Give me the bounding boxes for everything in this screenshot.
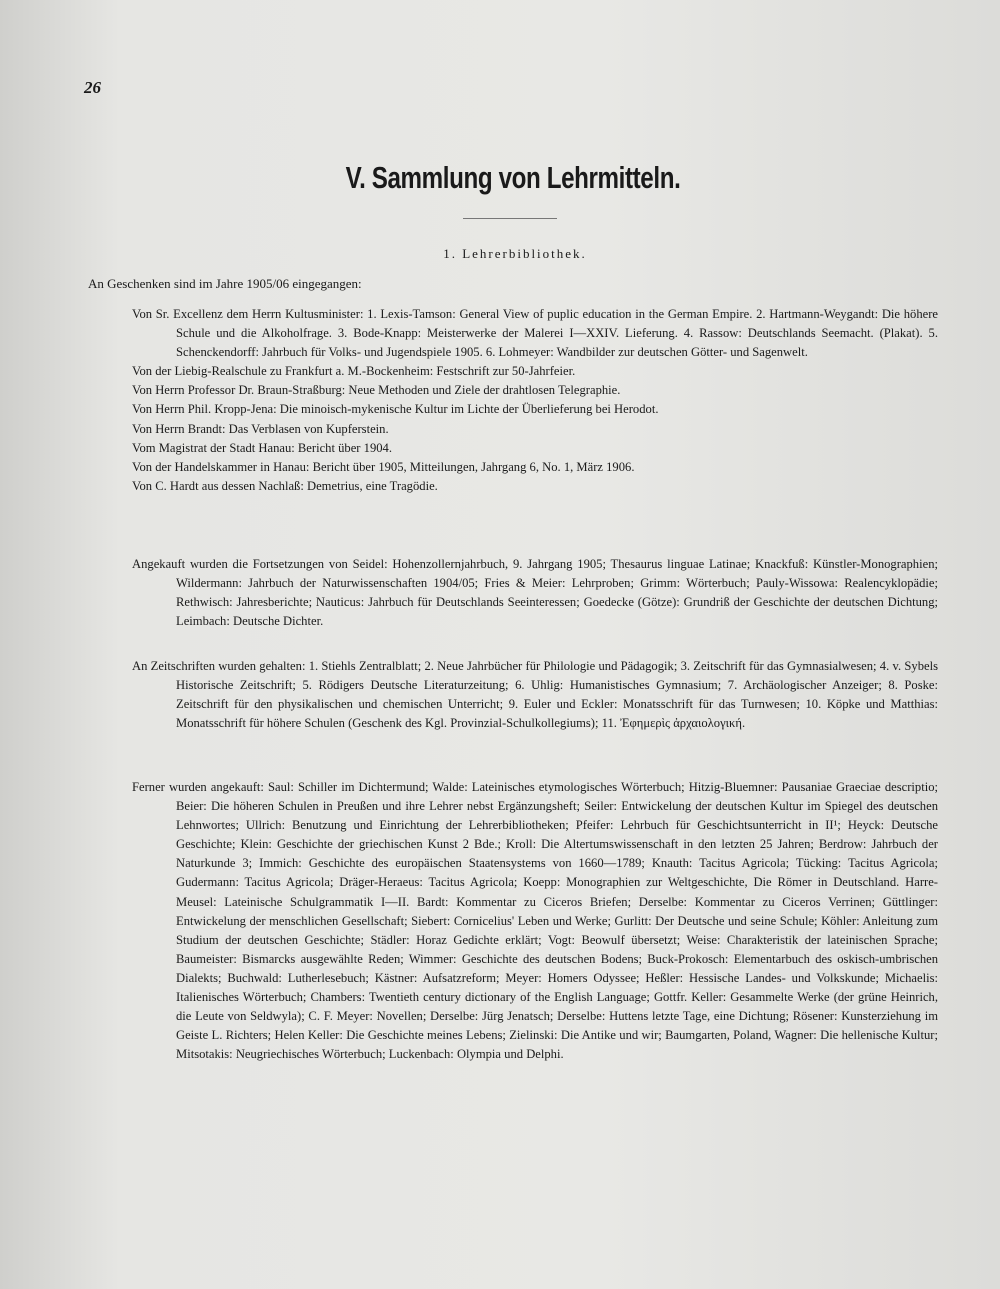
further-purchases-section (132, 778, 938, 1064)
donation-entry: Vom Magistrat der Stadt Hanau: Bericht über 1904. (132, 440, 392, 455)
section-title: V. Sammlung von Lehrmitteln. (345, 160, 681, 195)
donation-entry: Von Herrn Phil. Kropp-Jena: Die minoisch-mykenische Kultur im Lichte der Überlieferung bei Herodot. (132, 402, 659, 417)
donation-entry: Von C. Hardt aus dessen Nachlaß: Demetrius, eine Tragödie. (132, 478, 438, 493)
donation-entry: Von Sr. Excellenz dem Herrn Kultusminister: 1. Lexis-Tamson: General View of puplic education in the German Empire. 2. Hartmann-Weygandt: Die höhere Schule und die Alkoholfrage. 3. Bode-Knapp: Meisterwerke der Malerei I—XXIV. Lieferung. 4. Rassow: Deutschlands Seemacht. (Plakat). 5. Schenckendorff: Jahrbuch für Volks- und Jugendspiele 1905. 6. Lohmeyer: Wandbilder zur deutschen Götter- und Sagenwelt. (132, 307, 938, 360)
subheading: 1. Lehrerbibliothek. (443, 246, 587, 261)
periodicals-paragraph: An Zeitschriften wurden gehalten: 1. Stiehls Zentralblatt; 2. Neue Jahrbücher für Philologie und Pädagogik; 3. Zeitschrift für das Gymnasialwesen; 4. v. Sybels Historische Zeitschrift; 5. Rödigers Deutsche Literaturzeitung; 6. Uhlig: Humanistisches Gymnasium; 7. Archäologischer Anzeiger; 8. Poske: Zeitschrift für den physikalischen und chemischen Unterricht; 9. Euler und Eckler: Monatsschrift für das Turnwesen; 10. Köpke und Matthias: Monatsschrift für höhere Schulen (Geschenk des Kgl. Provinzial-Schulkollegiums); 11. Ἐφημερὶς ἀρχαιολογική. (132, 659, 938, 731)
donations-list (132, 305, 938, 496)
intro-line: An Geschenken sind im Jahre 1905/06 eingegangen: (88, 276, 362, 291)
donation-entry: Von Herrn Professor Dr. Braun-Straßburg: Neue Methoden und Ziele der drahtlosen Telegraphie. (132, 383, 621, 398)
purchased-paragraph: Angekauft wurden die Fortsetzungen von Seidel: Hohenzollernjahrbuch, 9. Jahrgang 1905; Thesaurus linguae Latinae; Knackfuß: Künstler-Monographien; Wildermann: Jahrbuch der Naturwissenschaften 1904/05; Fries & Meier: Lehrproben; Grimm: Wörterbuch; Pauly-Wissowa: Realencyklopädie; Rethwisch: Jahresberichte; Nauticus: Jahrbuch für Deutschlands Seeinteressen; Goedecke (Götze): Grundriß der Geschichte der deutschen Dichtung; Leimbach: Deutsche Dichter. (132, 557, 938, 629)
donation-entry: Von der Handelskammer in Hanau: Bericht über 1905, Mitteilungen, Jahrgang 6, No. 1, März 1906. (132, 459, 635, 474)
title-divider (463, 218, 557, 219)
periodicals-section (132, 657, 938, 733)
donation-entry: Von der Liebig-Realschule zu Frankfurt a. M.-Bockenheim: Festschrift zur 50-Jahrfeier. (132, 364, 576, 379)
page-number: 26 (84, 78, 101, 97)
purchased-section (132, 555, 938, 631)
further-purchases-paragraph: Ferner wurden angekauft: Saul: Schiller im Dichtermund; Walde: Lateinisches etymologisches Wörterbuch; Hitzig-Bluemner: Pausaniae Graeciae descriptio; Beier: Die höheren Schulen in Preußen und ihre Lehrer nebst Ergänzungsheft; Seiler: Entwickelung der deutschen Kultur im Spiegel des deutschen Lehnwortes; Ullrich: Benutzung und Einrichtung der Lehrerbibliotheken; Pfeifer: Lehrbuch für Geschichtsunterricht in II¹; Heyck: Deutsche Geschichte; Klein: Geschichte der griechischen Kunst 2 Bde.; Kroll: Die Altertumswissenschaft in den letzten 25 Jahren; Berdrow: Jahrbuch der Naturkunde 3; Immich: Geschichte des europäischen Staatensystems von 1660—1789; Knauth: Tacitus Agricola; Tücking: Tacitus Agricola; Gudermann: Tacitus Agricola; Dräger-Heraeus: Tacitus Agricola; Koepp: Monographien zur Weltgeschichte, Die Römer in Deutschland. Harre-Meusel: Lateinische Schulgrammatik I—II. Bardt: Kommentar zu Ciceros Briefen; Derselbe: Kommentar zu Ciceros Verrinen; Güttlinger: Entwickelung der menschlichen Gesellschaft; Siebert: Cornicelius' Leben und Werke; Gurlitt: Der Deutsche und seine Schule; Köhler: Anleitung zum Studium der deutschen Geschichte; Städler: Horaz Gedichte erklärt; Vogt: Beowulf übersetzt; Weise: Charakteristik der lateinischen Sprache; Baumeister: Bismarcks ausgewählte Reden; Wimmer: Geschichte des deutschen Bodens; Buck-Prokosch: Elementarbuch des oskisch-umbrischen Dialekts; Buchwald: Lutherlesebuch; Kästner: Aufsatzreform; Meyer: Homers Odyssee; Heßler: Hessische Landes- und Volkskunde; Michaelis: Italienisches Wörterbuch; Chambers: Twentieth century dictionary of the English Language; Gottfr. Keller: Gesammelte Werke (der grüne Heinrich, die Leute von Seldwyla); C. F. Meyer: Novellen; Derselbe: Jürg Jenatsch; Derselbe: Huttens letzte Tage, eine Dichtung; Rösener: Kunsterziehung im Geiste L. Richters; Helen Keller: Die Geschichte meines Lebens; Zielinski: Die Antike und wir; Baumgarten, Poland, Wagner: Die hellenische Kultur; Mitsotakis: Neugriechisches Wörterbuch; Luckenbach: Olympia und Delphi. (132, 780, 938, 1062)
donation-entry: Von Herrn Brandt: Das Verblasen von Kupferstein. (132, 421, 389, 436)
